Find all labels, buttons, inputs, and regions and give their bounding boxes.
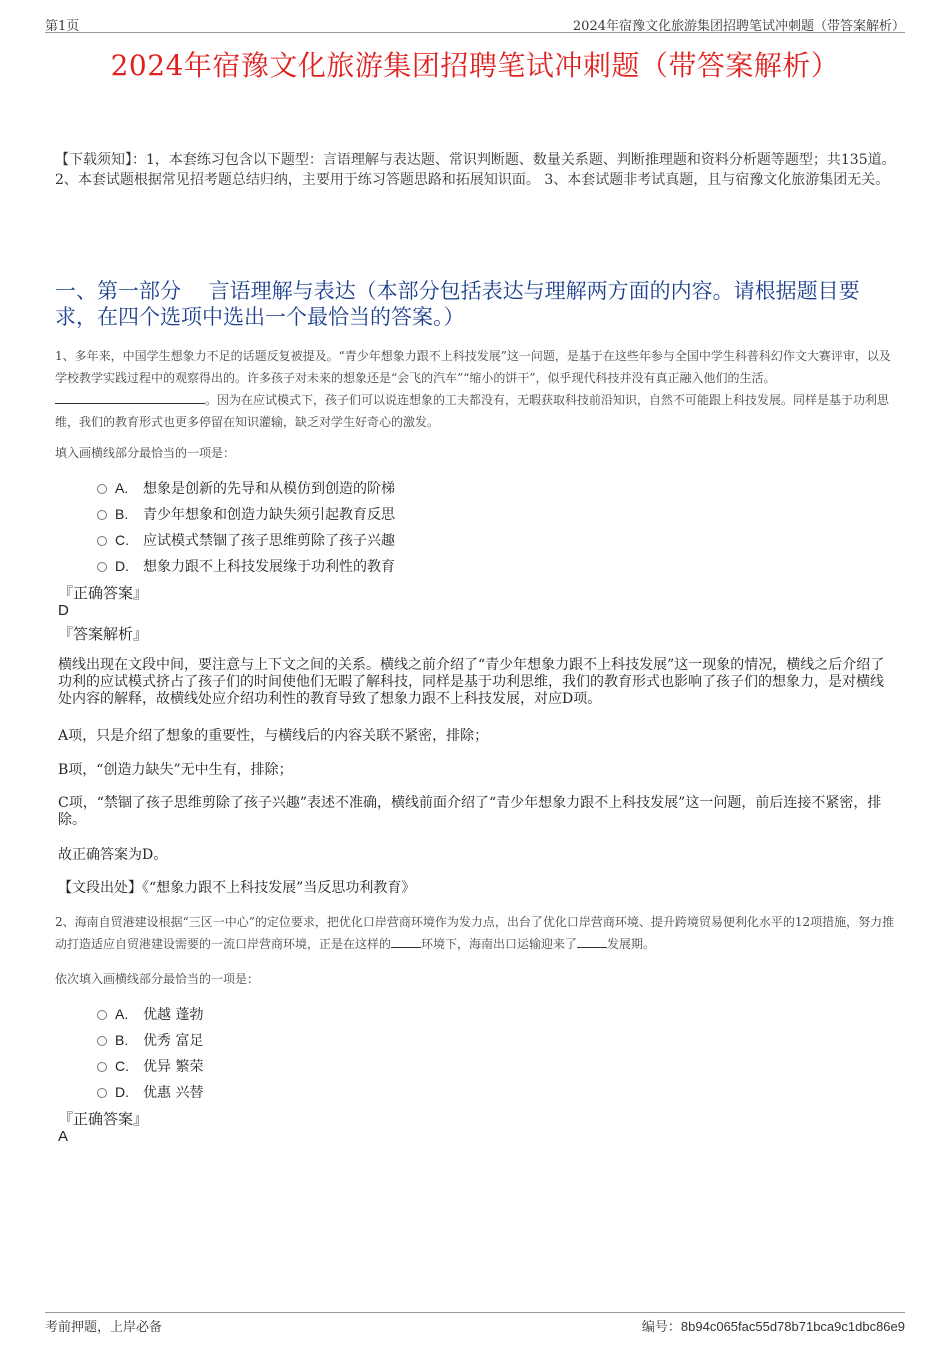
option-text: 优越 蓬勃 <box>143 1007 204 1023</box>
radio-icon[interactable] <box>97 562 107 572</box>
radio-icon[interactable] <box>97 536 107 546</box>
option-a[interactable]: A. 想象是创新的先导和从模仿到创造的阶梯 <box>97 478 395 498</box>
page-number: 第1页 <box>45 19 80 34</box>
analysis-conclusion: 故正确答案为D。 <box>58 847 168 863</box>
question-1-stem <box>55 345 900 433</box>
header-doc-title: 2024年宿豫文化旅游集团招聘笔试冲刺题（带答案解析） <box>572 19 905 34</box>
document-title: 2024年宿豫文化旅游集团招聘笔试冲刺题（带答案解析） <box>110 49 840 82</box>
source-citation: 【文段出处】《“想象力跟不上科技发展”当反思功利教育》 <box>58 880 416 896</box>
fill-blank <box>55 391 205 404</box>
footer-code <box>642 1316 905 1335</box>
option-c[interactable]: C. 应试模式禁锢了孩子思维剪除了孩子兴趣 <box>97 530 395 550</box>
option-b[interactable]: B. 青少年想象和创造力缺失须引起教育反思 <box>97 504 395 524</box>
option-b[interactable]: B. 优秀 富足 <box>97 1030 203 1050</box>
radio-icon[interactable] <box>97 1062 107 1072</box>
option-text: 应试模式禁锢了孩子思维剪除了孩子兴趣 <box>143 533 395 549</box>
footer-slogan: 考前押题，上岸必备 <box>45 1320 163 1335</box>
option-d[interactable]: D. 优惠 兴替 <box>97 1082 203 1102</box>
option-a[interactable]: A. 优越 蓬勃 <box>97 1004 203 1024</box>
radio-icon[interactable] <box>97 1010 107 1020</box>
download-notice: 【下载须知】：1，本套练习包含以下题型：言语理解与表达题、常识判断题、数量关系题、判断推理题和资料分析题等题型；共135道。 2、本套试题根据常见招考题总结归纳，主要用于练习答题思路和拓展知识面。 3、本套试题非考试真题，且与宿豫文化旅游集团无关。 <box>55 152 896 188</box>
radio-icon[interactable] <box>97 510 107 520</box>
option-d[interactable]: D. 想象力跟不上科技发展缘于功利性的教育 <box>97 556 395 576</box>
fill-blank <box>577 935 607 948</box>
radio-icon[interactable] <box>97 484 107 494</box>
analysis-label: 『答案解析』 <box>58 625 149 643</box>
option-text: 优惠 兴替 <box>143 1085 204 1101</box>
correct-answer-label: 『正确答案』 <box>58 1110 149 1128</box>
analysis-paragraph: 横线出现在文段中间，要注意与上下文之间的关系。横线之前介绍了“青少年想象力跟不上科技发展”这一现象的情况，横线之后介绍了功利的应试模式挤占了孩子们的时间使他们无暇了解科技，同样是基于功利思维，我们的教育形式也影响了孩子们的想象力，是对横线处内容的解释，故横线处应介绍功利性的教育导致了想象力跟不上科技发展，对应D项。 <box>58 657 885 707</box>
question-2-prompt: 依次填入画横线部分最恰当的一项是： <box>55 972 260 986</box>
option-text: 想象是创新的先导和从模仿到创造的阶梯 <box>143 481 395 497</box>
option-text: 想象力跟不上科技发展缘于功利性的教育 <box>143 559 395 575</box>
option-text: 青少年想象和创造力缺失须引起教育反思 <box>143 507 395 523</box>
question-2-stem-part-a: 2、海南自贸港建设根据“三区一中心”的定位要求，把优化口岸营商环境作为发力点，出台了优化口岸营商环境、提升跨境贸易便利化水平的12项措施，努力推动打造适应自贸港建设需要的一流口岸营商环境，正是在这样的 <box>55 915 895 951</box>
fill-blank <box>391 935 421 948</box>
question-1-prompt: 填入画横线部分最恰当的一项是： <box>55 446 236 460</box>
question-2-stem <box>55 911 900 955</box>
page-footer <box>45 1312 905 1333</box>
correct-answer: D <box>58 602 69 619</box>
radio-icon[interactable] <box>97 1036 107 1046</box>
question-1-stem-part-b: 。因为在应试模式下，孩子们可以说连想象的工夫都没有，无暇获取科技前沿知识，自然不可能跟上科技发展。同样是基于功利思维，我们的教育形式也更多停留在知识灌输，缺乏对学生好奇心的激发。 <box>55 393 890 429</box>
correct-answer: A <box>58 1128 69 1145</box>
footer-code-value: 8b94c065fac55d78b71bca9c1dbc86e9 <box>680 1319 905 1334</box>
section-heading: 一、第一部分 言语理解与表达（本部分包括表达与理解两方面的内容。请根据题目要求，在四个选项中选出一个最恰当的答案。） <box>55 279 860 329</box>
analysis-paragraph: A项，只是介绍了想象的重要性，与横线后的内容关联不紧密，排除； <box>58 728 489 744</box>
question-2-stem-part-b: 环境下，海南出口运输迎来了 <box>421 937 578 951</box>
option-text: 优异 繁荣 <box>143 1059 204 1075</box>
question-1-stem-part-a: 1、多年来，中国学生想象力不足的话题反复被提及。“青少年想象力跟不上科技发展”这一问题，是基于在这些年参与全国中学生科普科幻作文大赛评审，以及学校教学实践过程中的观察得出的。许多孩子对未来的想象还是“会飞的汽车”“缩小的饼干”，似乎现代科技并没有真正融入他们的生活。 <box>55 349 891 385</box>
option-c[interactable]: C. 优异 繁荣 <box>97 1056 203 1076</box>
footer-code-label: 编号： <box>641 1320 681 1335</box>
analysis-paragraph: B项，“创造力缺失”无中生有，排除； <box>58 762 293 778</box>
analysis-paragraph: C项，“禁锢了孩子思维剪除了孩子兴趣”表述不准确，横线前面介绍了“青少年想象力跟不上科技发展”这一问题，前后连接不紧密，排除。 <box>58 795 882 828</box>
question-2-stem-part-c: 发展期。 <box>607 937 656 951</box>
correct-answer-label: 『正确答案』 <box>58 584 149 602</box>
radio-icon[interactable] <box>97 1088 107 1098</box>
page-header <box>45 12 905 33</box>
option-text: 优秀 富足 <box>143 1033 204 1049</box>
